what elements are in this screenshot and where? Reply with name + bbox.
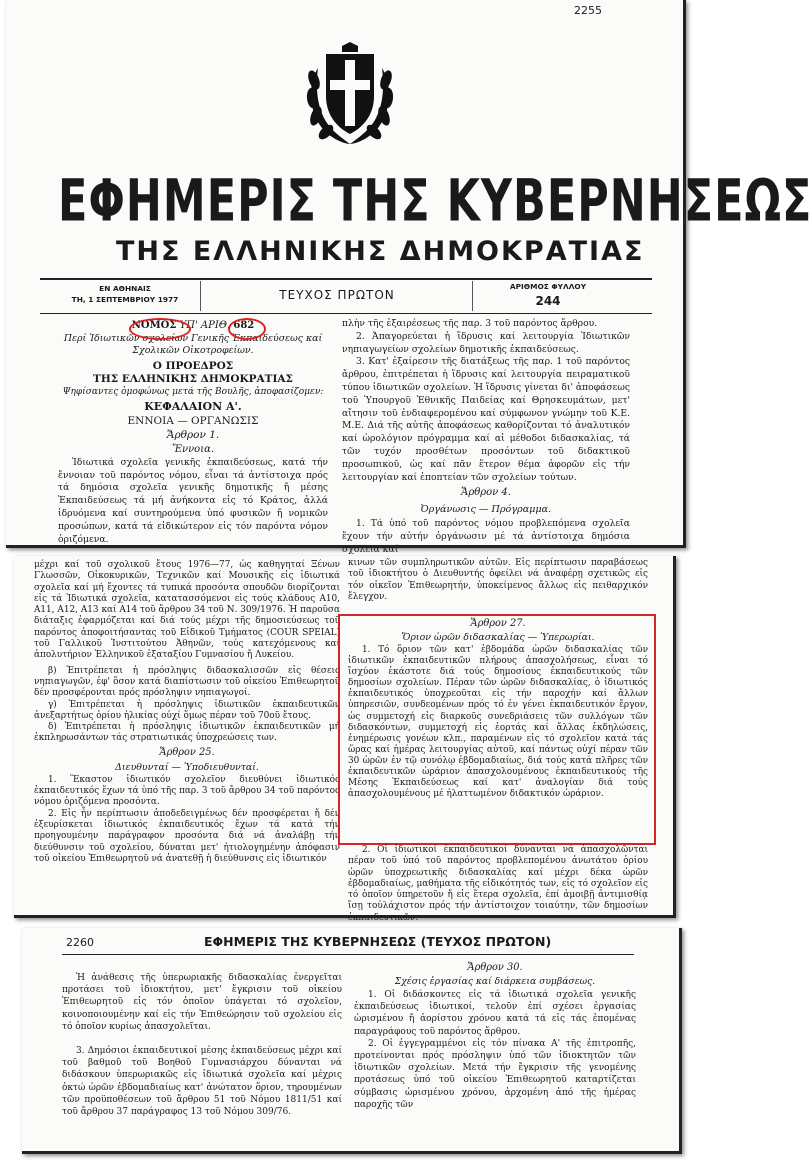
- gazette-subtitle: ΤΗΣ ΕΛΛΗΝΙΚΗΣ ΔΗΜΟΚΡΑΤΙΑΣ: [116, 236, 645, 267]
- inner-left-text-6: 2. Εἰς ἦν περίπτωσιν ἀποδεδειγμένως δέν προσφέρεται ἤ δέν ἐξευρίσκεται ἰδιωτικός ἐκπαιδευτικός ἔχων τά κατά τήν προηγουμένην παράγραφον προσόντα διά νά ἀναλάβῃ τήν διεύθυνσιν τοῦ σχολείου, δύναται μετ' ἠτιολογημένην ἀπόφασιν τοῦ οἰκείου Ἐπιθεωρητοῦ νά ἀνατεθῇ ἡ διεύθυνσις εἰς ἰδιωτικόν: [34, 808, 340, 864]
- article-30-title: Σχέσις ἐργασίας καί διάρκεια συμβάσεως.: [394, 976, 596, 987]
- law-number: 682: [233, 320, 255, 331]
- gazette-title: ΕΦΗΜΕΡΙΣ ΤΗΣ ΚΥΒΕΡΝΗΣΕΩΣ: [58, 168, 812, 236]
- inner-left-text-5: 1. Ἕκαστον ἰδιωτικόν σχολεῖον διευθύνει ἰδιωτικός ἐκπαιδευτικός ἔχων τά ὑπό τῆς παρ. 3 τοῦ ἄρθρου 34 τοῦ παρόντος νόμου ὁριζόμενα προσόντα.: [34, 774, 340, 808]
- article-27-block: [348, 616, 648, 800]
- gazette-front-page: [6, 0, 812, 555]
- voted-line: Ψηφίσαντες ὁμοφώνως μετά τῆς Βουλῆς, ἀποφασίζομεν:: [62, 386, 324, 397]
- inner-right-lower: [348, 845, 648, 924]
- right-text-1: πλὴν τῆς ἐξαιρέσεως τῆς παρ. 3 τοῦ παρόντος ἄρθρου.: [342, 318, 598, 329]
- later-left-text-1: Ἡ ἀνάθεσις τῆς ὑπερωριακῆς διδασκαλίας ἐνεργεῖται προτάσει τοῦ ἰδιοκτήτου, μετ' ἔγκρισιν τοῦ οἰκείου Ἐπιθεωρητοῦ εἰς τόν ὁποῖον ὑπάγεται τό σχολεῖον, κοινοποιουμένην καί εἰς τήν Ἐπιθεώρησιν τοῦ σχολείου εἰς τό ὁποῖον κυρίως ἀπασχολεῖται.: [62, 973, 342, 1032]
- inner-left-column: [34, 560, 340, 865]
- law-prefix: ΥΠ' ΑΡΙΘ.: [179, 320, 231, 331]
- left-column: [58, 318, 328, 546]
- inner-right-column: [348, 558, 648, 603]
- article-30-heading: Ἄρθρον 30.: [467, 962, 523, 973]
- running-header-rule: [62, 954, 634, 955]
- president-line-2: ΤΗΣ ΕΛΛΗΝΙΚΗΣ ΔΗΜΟΚΡΑΤΙΑΣ: [93, 372, 293, 385]
- later-right-column: [354, 960, 636, 1111]
- article-1-heading: Ἄρθρον 1.: [166, 428, 220, 441]
- chapter-title: ΕΝΝΟΙΑ — ΟΡΓΑΝΩΣΙΣ: [127, 414, 259, 427]
- law-subject: Περί Ἰδιωτικῶν σχολείων Γενικῆς Ἐκπαιδεύσεως καί Σχολικῶν Οἰκοτροφείων.: [63, 333, 323, 357]
- gazette-later-page: [22, 928, 682, 1154]
- article-25-heading: Ἄρθρον 25.: [159, 746, 215, 758]
- article-27-title: Ὅριον ὡρῶν διδασκαλίας — Ὑπερωρίαι.: [401, 632, 595, 643]
- inner-right-text-1: κινων τῶν συμπληρωτικῶν αὐτῶν. Εἰς περίπτωσιν παραβάσεως τοῦ ἰδιοκτήτου ὁ Διευθυντής ὀφείλει νά ἀναφέρῃ σχετικῶς εἰς τόν οἰκεῖον Ἐπιθεωρητήν, ὑποκείμενος ἄλλως εἰς πειθαρχικόν ἔλεγχον.: [348, 558, 648, 602]
- later-page-number: 2260: [66, 936, 94, 949]
- inner-left-text-1: μέχρι καί τοῦ σχολικοῦ ἔτους 1976—77, ὡς καθηγηταί Ξένων Γλωσσῶν, Οἰκοκυρικῶν, Τεχνικῶν καί Μουσικῆς εἰς ἰδιωτικά σχολεῖα καί μή ἔχοντες τά τυπικά προσόντα σπουδῶν διορίζονται εἰς τά Ἰδιωτικά σχολεῖα, κατατασσόμενοι εἰς τούς κλάδους Α10, Α11, Α12, Α13 καί Α14 τοῦ ἄρθρου 34 τοῦ Ν. 309/1976. Ἡ παροῦσα διάταξις ἐφαρμόζεται καί διά τούς μέχρι τῆς δημοσιεύσεως τοῦ παρόντος ἀποφοιτήσαντας τοῦ Εἰδικοῦ Τμήματος (COUR SPEIAL) τοῦ Γαλλικοῦ Ἰνστιτούτου Ἀθηνῶν, τούς κατεχόμενους καί ἀπολυτήριον Ἑλληνικοῦ ἑξαταξίου Γυμνασίου ἤ Λυκείου.: [34, 560, 340, 661]
- publication-date: ΤΗ, 1 ΣΕΠΤΕΜΒΡΙΟΥ 1977: [71, 295, 179, 304]
- president-line-1: Ο ΠΡΟΕΔΡΟΣ: [152, 359, 234, 372]
- law-word: ΝΟΜΟΣ: [131, 320, 177, 331]
- sheet-number-label: ΑΡΙΘΜΟΣ ΦΥΛΛΟΥ: [509, 282, 587, 291]
- article-4-title: Ὀργάνωσις — Πρόγραμμα.: [420, 504, 552, 516]
- chapter-heading: ΚΕΦΑΛΑΙΟΝ Α'.: [144, 399, 242, 413]
- inner-left-text-2: β) Ἐπιτρέπεται ἡ πρόσληψις διδασκαλισσῶν εἰς θέσεις νηπιαγωγῶν, ἐφ' ὅσον κατά διαπίστωσιν τοῦ οἰκείου Ἐπιθεωρητοῦ δέν προσφέρονται πρός πρόσληψιν νηπιαγωγοί.: [34, 665, 340, 699]
- right-text-2: 2. Ἀπαγορεύεται ἡ ἵδρυσις καί λειτουργία Ἰδιωτικῶν νηπιαγωγείων σχολείων δημοτικῆς ἐκπαιδεύσεως.: [342, 330, 630, 355]
- header-rule-bottom: [40, 313, 652, 314]
- right-text-4: 1. Τά ὑπό τοῦ παρόντος νόμου προβλεπόμενα σχολεῖα ἔχουν τήν αὐτήν ὀργάνωσιν μέ τά ἀντίστοιχα δημόσια σχολεῖα καί: [342, 518, 630, 555]
- publication-place: ΕΝ ΑΘΗΝΑΙΣ: [99, 284, 151, 293]
- coat-of-arms-emblem: [302, 40, 398, 148]
- article-27-text: 1. Τό ὅριον τῶν κατ' ἑβδομάδα ὡρῶν διδασκαλίας τῶν ἰδιωτικῶν ἐκπαιδευτικῶν πλήρους ἀπασχολήσεως, εἶναι τό ἴσχύον ἑκάστοτε διά τούς δημοσίους ἐκπαιδευτικούς τῶν δημοσίων σχολείων. Πέραν τῶν ὡρῶν διδασκαλίας, ὁ ἰδιωτικός ἐκπαιδευτικός ὑποχρεοῦται εἰς τήν παροχήν καί ἄλλων ὑπηρεσιῶν, συνδεομένων πρός τό ἐν γένει ἐκπαιδευτικόν ἔργον, ὡς συμμετοχή εἰς διαρκοῦς συνεδριάσεις τῶν συλλόγων τῶν διδασκόντων, συμμετοχή εἰς ἑορτάς καί ἄλλας ἐκδηλώσεις, ἐνημέρωσις γονέων κλπ., παραμένων εἰς τό σχολεῖον κατά τάς ὥρας καί ἡμέρας λειτουργίας αὐτοῦ, καί πάντως οὐχί πέραν τῶν 30 ὡρῶν ἐν τῷ συνόλῳ ἑβδομαδιαίως, διά τούς κατά πλῆρες τῶν ἐκπαιδευτικῶν ὡράριον ἀπασχολουμένους ἐκπαιδευτικούς τῆς Μέσης Ἐκπαιδεύσεως καί κατ' ἀναλογίαν διά τούς ἀπασχολουμένους μέ ἠλαττωμένον διδακτικόν ὡράριον.: [348, 645, 648, 800]
- header-divider-left: [200, 281, 201, 311]
- article-27-heading: Ἄρθρον 27.: [470, 618, 526, 629]
- right-text-3: 3. Κατ' ἐξαίρεσιν τῆς διατάξεως τῆς παρ. 1 τοῦ παρόντος ἄρθρου, ἐπιτρέπεται ἡ ἵδρυσις καί λειτουργία πειραματικοῦ τύπου ἰδιωτικῶν σχολείων. Ἡ ἵδρυσις γίνεται δι' ἀποφάσεως τοῦ Ὑπουργοῦ Ἐθνικῆς Παιδείας καί Θρησκευμάτων, μετ' αἴτησιν τοῦ ἐνδιαφερομένου καί σύμφωνον γνώμην τοῦ Κ.Ε. Μ.Ε. Διά τῆς αὐτῆς ἀποφάσεως καθορίζονται τό ἀναλυτικόν καί ὡρολόγιον πρόγραμμα καί αἱ μέθοδοι διδασκαλίας, τά τῶν τυχόν προσθέτων προσόντων τοῦ διδακτικοῦ προσωπικοῦ, ὡς καί πᾶν ἕτερον θέμα ἀφορῶν εἰς τήν λειτουργίαν καί ἐποπτείαν τῶν σχολείων τούτων.: [342, 356, 630, 483]
- inner-right-text-2: 2. Οἱ ἰδιωτικοί ἐκπαιδευτικοί δύνανται νά ἀπασχολῶνται πέραν τοῦ ὑπό τοῦ παρόντος προβλεπομένου ἀνωτάτου ὁρίου ὡρῶν ὑποχρεωτικῆς διδασκαλίας καί μέχρι δέκα ὡρῶν ἑβδομαδιαίως, μαθήματα τῆς εἰδικότητός των, εἰς τό σχολεῖον εἰς τό ὁποῖον ὑπηρετοῦν ἤ εἰς ἕτερα σχολεῖα, ἐπί ἀμοιβῇ ἀντιμισθίᾳ ἴσῃ τοὐλάχιστον πρός τήν ἀντίστοιχον τοιαύτην, τῶν δημοσίων ἐκπαιδευτικῶν.: [348, 845, 648, 923]
- article-1-text: Ἰδιωτικά σχολεῖα γενικῆς ἐκπαιδεύσεως, κατά τήν ἔννοιαν τοῦ παρόντος νόμου, εἶναι τά ἀντίστοιχα πρός τά δημόσια σχολεῖα γενικῆς δημοτικῆς ἤ μέσης Ἐκπαιδεύσεως τά μή ἀνήκοντα εἰς τό Κράτος, ἀλλά ἱδρυόμενα καί συντηρούμενα ὑπό φυσικῶν ἤ νομικῶν προσώπων, κατά τά εἰδικώτερον εἰς τόν παρόντα νόμον ὁριζόμενα.: [58, 456, 328, 545]
- sheet-number: 244: [535, 294, 561, 308]
- later-left-column: [62, 972, 342, 1118]
- running-header: ΕΦΗΜΕΡΙΣ ΤΗΣ ΚΥΒΕΡΝΗΣΕΩΣ (ΤΕΥΧΟΣ ΠΡΩΤΟΝ): [204, 934, 552, 949]
- right-column: [342, 318, 630, 557]
- later-right-text-2: 2. Οἱ ἐγγεγραμμένοι εἰς τόν πίνακα Α' τῆς ἐπιτροπῆς, προτείνονται πρός πρόσληψιν ὑπό τῶν ἰδιοκτητῶν τῶν ἰδιωτικῶν σχολείων. Μετά τήν ἔγκρισιν τῆς γενομένης προτάσεως ὑπό τοῦ οἰκείου Ἐπιθεωρητοῦ καταρτίζεται σύμβασις ὡρισμένου χρόνου, ἀρχομένη ἀπό τῆς ἡμέρας παροχῆς τῶν: [354, 1038, 636, 1110]
- later-left-text-2: 3. Δημόσιοι ἐκπαιδευτικοί μέσης ἐκπαιδεύσεως μέχρι καί τοῦ βαθμοῦ τοῦ Βοηθοῦ Γυμνασιάρχου δύνανται νά διδάσκουν ὑπερωριακῶς εἰς ἰδιωτικά σχολεῖα καί μέχρις ὀκτώ ὡρῶν ἑβδομαδιαίως κατ' ἀνώτατον ὅριον, τηρουμένων τῶν προϋποθέσεων τοῦ ἄρθρου 51 τοῦ Νόμου 1811/51 καί τοῦ ἄρθρου 37 παράγραφος 13 τοῦ Νόμου 309/76.: [62, 1046, 342, 1118]
- gazette-inner-page: [14, 556, 676, 923]
- article-4-heading: Ἄρθρον 4.: [461, 487, 511, 499]
- highlight-law-number: [228, 318, 266, 340]
- highlight-law-word: [129, 318, 191, 340]
- inner-left-text-3: γ) Ἐπιτρέπεται ἡ πρόσληψις ἰδιωτικῶν ἐκπαιδευτικῶν ἀνεξαρτήτως ὁρίου ἡλικίας οὐχί ὅμως πέραν τοῦ 70οῦ ἔτους.: [34, 699, 340, 721]
- header-rule-top: [40, 278, 652, 280]
- later-right-text-1: 1. Οἱ διδάσκοντες εἰς τά ἰδιωτικά σχολεῖα γενικῆς ἐκπαιδεύσεως ἰδιωτικοί, τελοῦν ἐπί σχέσει ἐργασίας ὡρισμένου ἤ ἀορίστου χρόνου κατά τά εἰς τάς ἑπομένας παραγράφους τοῦ παρόντος ἄρθρου.: [354, 990, 636, 1037]
- article-1-title: Ἔννοια.: [171, 443, 215, 455]
- inner-left-text-4: δ) Ἐπιτρέπεται ἡ πρόσληψις ἰδιωτικῶν ἐκπαιδευτικῶν μή ἐκπληρωσάντων τάς στρατιωτικάς ὑποχρεώσεις των.: [34, 722, 340, 744]
- page-number: 2255: [574, 4, 602, 17]
- law-heading: [58, 318, 328, 333]
- header-divider-right: [472, 281, 473, 311]
- article-25-title: Διευθυνταί — Ὑποδιευθυνταί.: [115, 761, 259, 773]
- issue-label: ΤΕΥΧΟΣ ΠΡΩΤΟΝ: [279, 288, 395, 302]
